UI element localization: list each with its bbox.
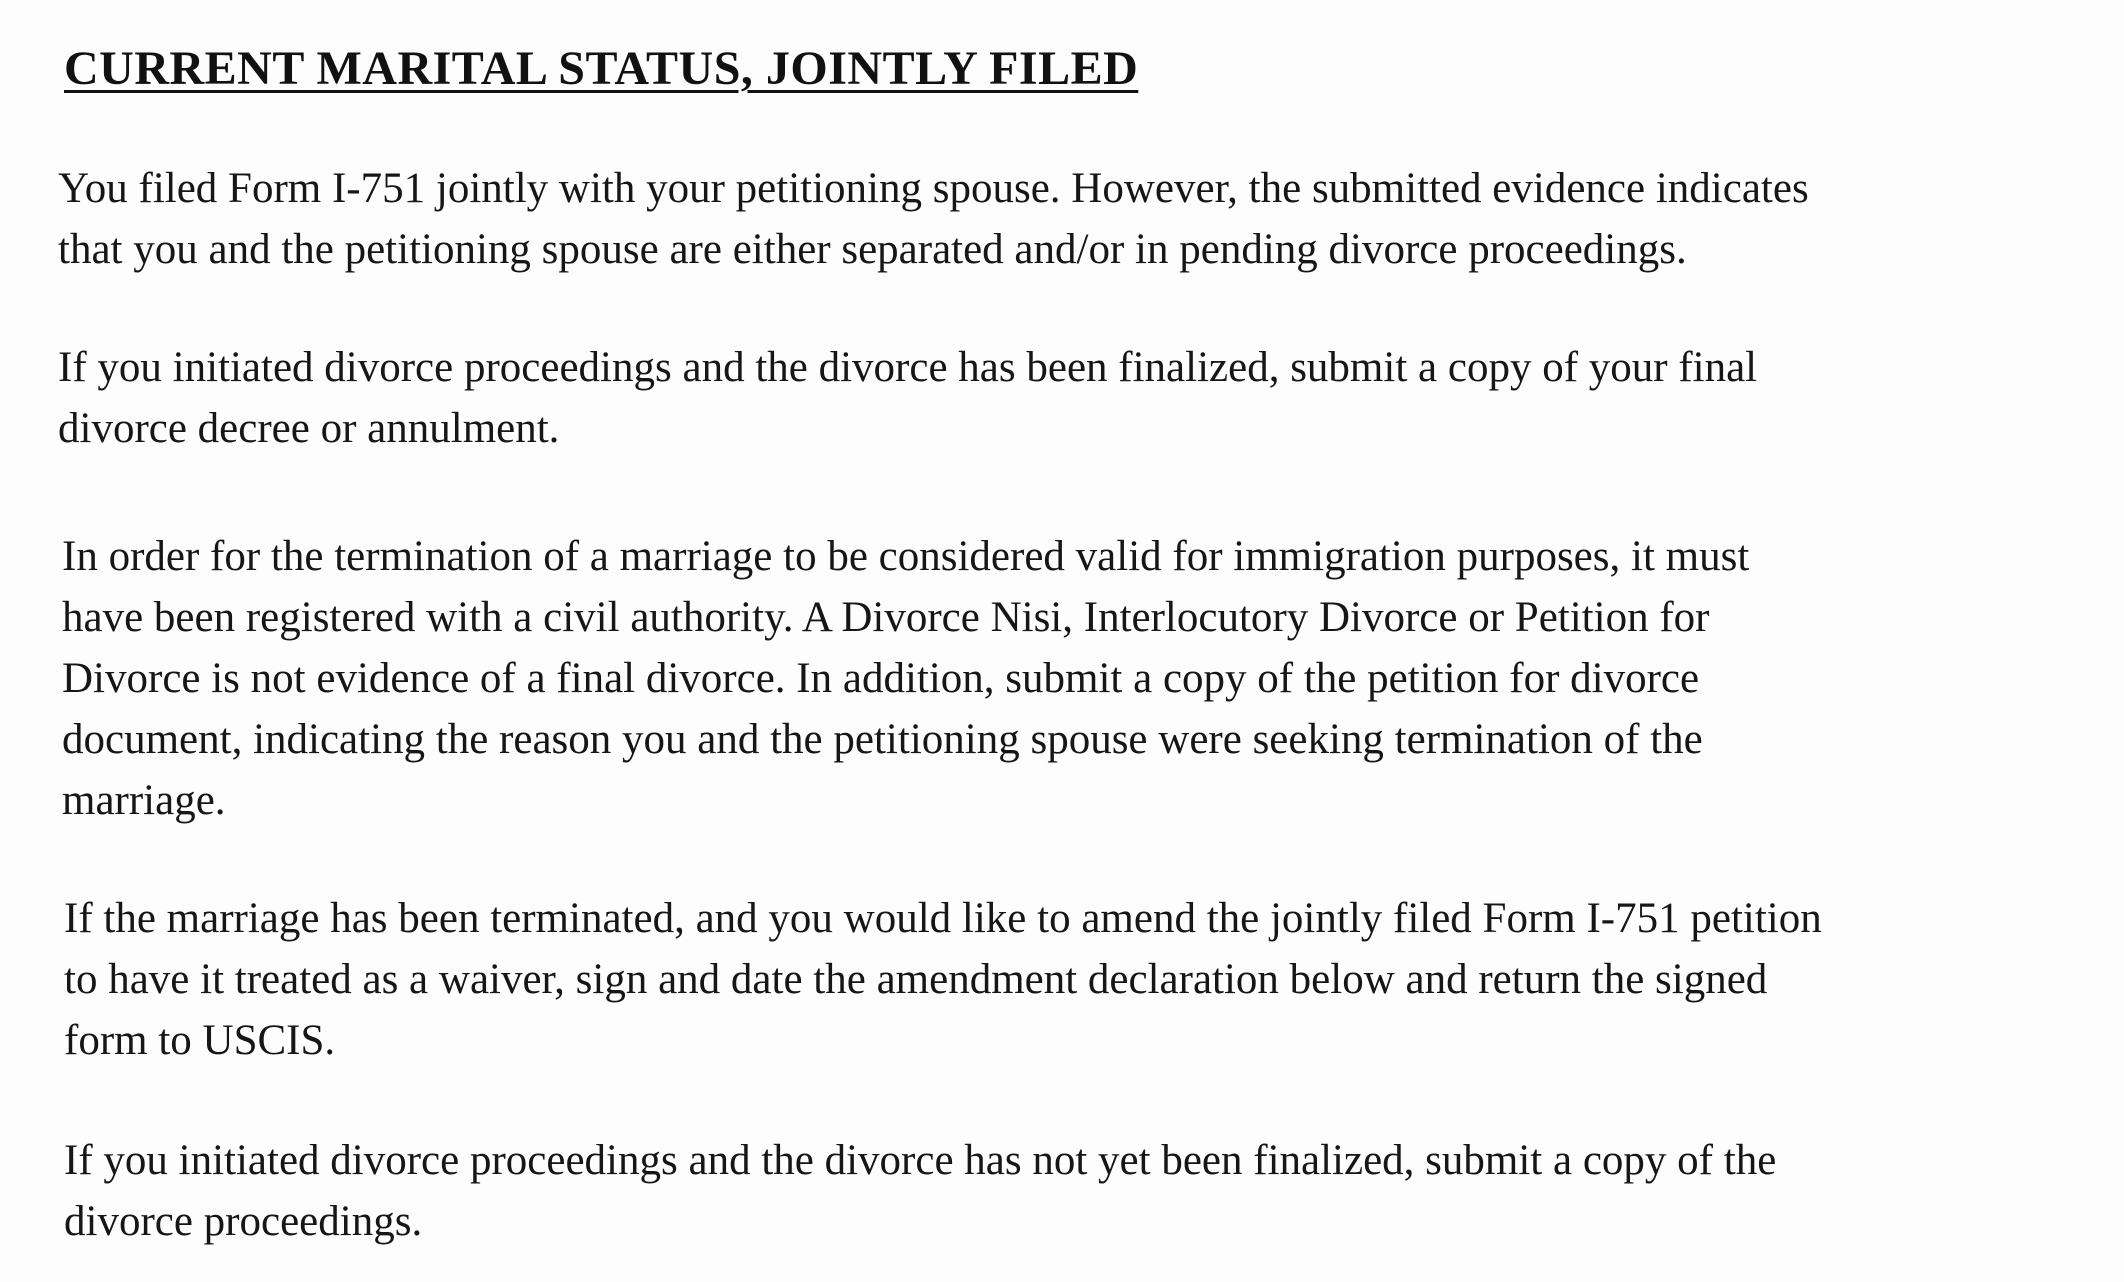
text-line: form to USCIS. — [64, 1017, 336, 1064]
paragraph-termination-validity — [62, 526, 1749, 831]
text-line: that you and the petitioning spouse are either separated and/or in pending divorce proceedings. — [58, 226, 1687, 273]
paragraph-pending-divorce — [64, 1130, 1776, 1252]
section-heading: CURRENT MARITAL STATUS, JOINTLY FILED — [64, 42, 1139, 95]
text-line: document, indicating the reason you and the petitioning spouse were seeking termination of the — [62, 716, 1703, 763]
text-line: You filed Form I-751 jointly with your petitioning spouse. However, the submitted evidence indicates — [58, 165, 1809, 212]
text-line: In order for the termination of a marriage to be considered valid for immigration purposes, it must — [62, 533, 1750, 580]
paragraph-amend-waiver — [64, 888, 1822, 1071]
text-line: If you initiated divorce proceedings and the divorce has been finalized, submit a copy of your final — [58, 344, 1758, 391]
text-line: marriage. — [62, 777, 226, 824]
text-line: If the marriage has been terminated, and you would like to amend the jointly filed Form I-751 petition — [64, 895, 1822, 942]
text-line: If you initiated divorce proceedings and the divorce has not yet been finalized, submit a copy of the — [64, 1137, 1777, 1184]
paragraph-finalized-divorce — [58, 337, 1757, 459]
text-line: Divorce is not evidence of a final divorce. In addition, submit a copy of the petition for divorce — [62, 655, 1700, 702]
text-line: divorce proceedings. — [64, 1198, 423, 1245]
text-line: have been registered with a civil authority. A Divorce Nisi, Interlocutory Divorce or Petition for — [62, 594, 1710, 641]
paragraph-joint-filing — [58, 158, 1809, 280]
text-line: divorce decree or annulment. — [58, 405, 560, 452]
text-line: to have it treated as a waiver, sign and date the amendment declaration below and return the signed — [64, 956, 1768, 1003]
